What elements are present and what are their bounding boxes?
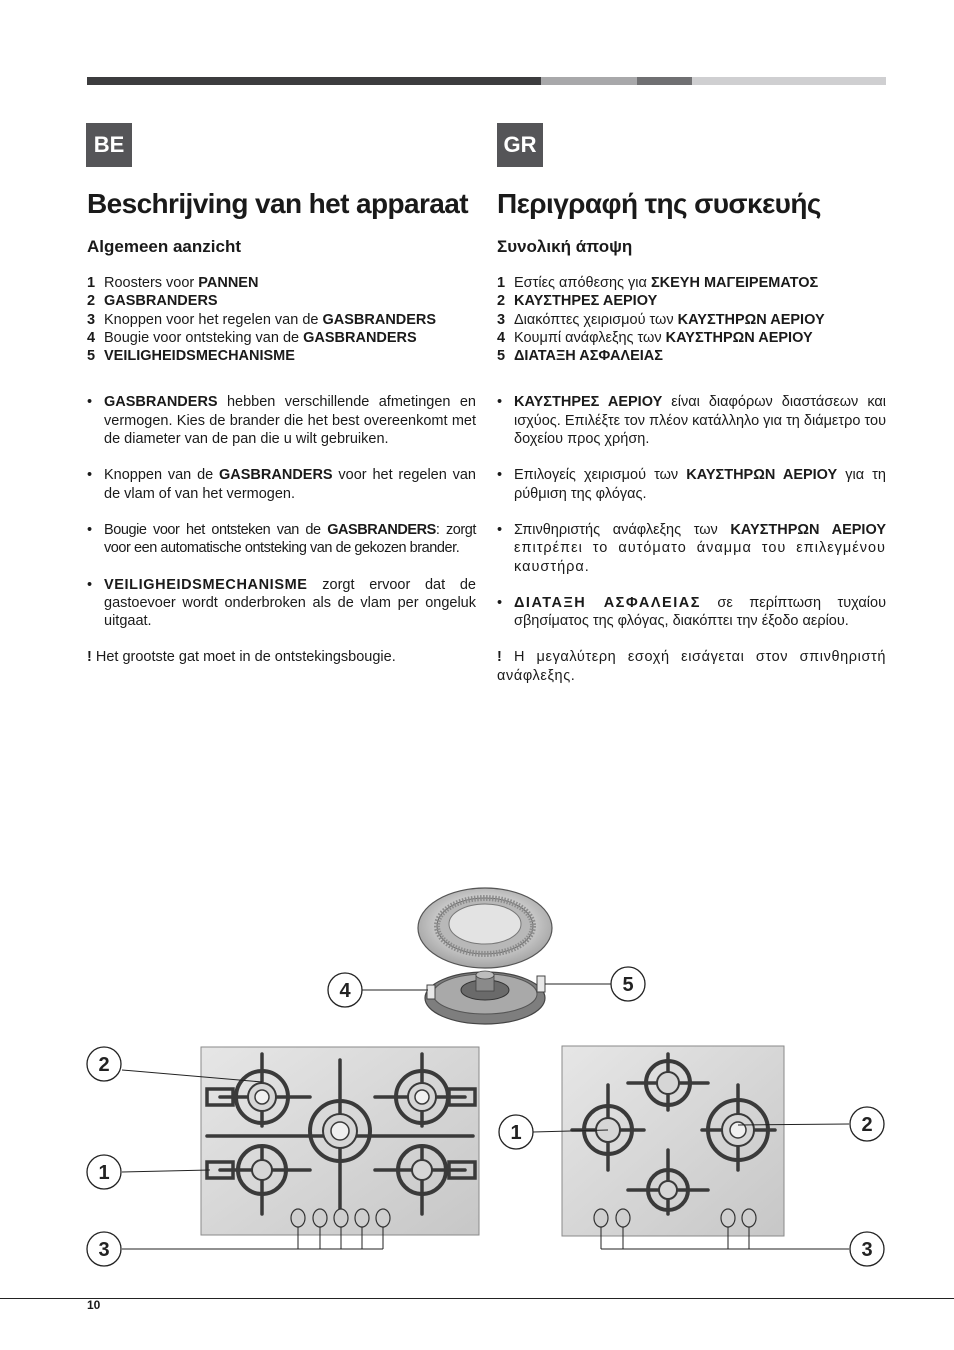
callout-1-left xyxy=(87,1155,121,1189)
hob-4-burner-image xyxy=(533,1046,849,1249)
svg-text:1: 1 xyxy=(510,1122,522,1144)
warning-mark: ! xyxy=(497,649,503,666)
bullet-item: • Bougie voor het ontsteken van de GASBRANDERS: zorgt voor een automatische ontsteking van de gekozen brander. xyxy=(87,521,476,558)
header-bar-accent xyxy=(637,77,692,85)
language-badge-be: BE xyxy=(86,123,132,167)
parts-list-item: 5 VEILIGHEIDSMECHANISME xyxy=(87,348,295,365)
parts-list-item: 3 Διακόπτες χειρισμού των ΚΑΥΣΤΗΡΩΝ ΑΕΡΙΟΥ xyxy=(497,311,825,328)
svg-text:5: 5 xyxy=(622,974,634,996)
callout-4 xyxy=(328,973,362,1007)
language-badge-gr: GR xyxy=(497,123,543,167)
section-title-gr: Συνολική άποψη xyxy=(497,237,633,256)
bullet-item: • Επιλογείς χειρισμού των ΚΑΥΣΤΗΡΩΝ ΑΕΡΙΟΥ για τη ρύθμιση της φλόγας. xyxy=(497,466,886,503)
parts-list-be xyxy=(87,274,476,365)
svg-text:3: 3 xyxy=(98,1239,110,1261)
svg-text:3: 3 xyxy=(861,1239,873,1261)
note-be: ! Het grootste gat moet in de ontstekingsbougie. xyxy=(87,649,396,666)
bullet-item: • Σπινθηριστής ανάφλεξης των ΚΑΥΣΤΗΡΩΝ ΑΕΡΙΟΥ επιτρέπει το αυτόματο άναμμα του επιλεγμένου καυστήρα. xyxy=(497,521,886,576)
page-number: 10 xyxy=(87,1298,101,1312)
bullet-item: • GASBRANDERS hebben verschillende afmetingen en vermogen. Kies de brander die het best overeenkomt met de diameter van de pan die u wilt gebruiken. xyxy=(87,393,476,448)
svg-text:2: 2 xyxy=(98,1054,110,1076)
warning-mark: ! xyxy=(87,649,92,666)
svg-text:1: 1 xyxy=(98,1162,110,1184)
bullet-item: • ΚΑΥΣΤΗΡΕΣ ΑΕΡΙΟΥ είναι διαφόρων διαστάσεων και ισχύος. Επιλέξτε τον πλέον κατάλληλο για τη διάμετρο του δοχείου προς χρήση. xyxy=(497,393,886,448)
hob-5-burner-image xyxy=(122,1047,479,1249)
parts-list-item: 1 Roosters voor PANNEN xyxy=(87,275,259,291)
parts-list-item: 2 GASBRANDERS xyxy=(87,293,218,310)
callout-2-right xyxy=(850,1107,884,1141)
parts-list-item: 4 Κουμπί ανάφλεξης των ΚΑΥΣΤΗΡΩΝ ΑΕΡΙΟΥ xyxy=(497,329,813,346)
footer-rule xyxy=(0,1298,954,1299)
parts-list-item: 1 Εστίες απόθεσης για ΣΚΕΥΗ ΜΑΓΕΙΡΕΜΑΤΟΣ xyxy=(497,275,819,291)
callout-2-left xyxy=(87,1047,121,1081)
callout-3-right xyxy=(850,1232,884,1266)
hob-illustration xyxy=(0,870,954,1270)
column-gr xyxy=(497,186,886,685)
parts-list-item: 5 ΔΙΑΤΑΞΗ ΑΣΦΑΛΕΙΑΣ xyxy=(497,348,663,365)
column-be xyxy=(87,186,476,667)
parts-list-item: 3 Knoppen voor het regelen van de GASBRANDERS xyxy=(87,311,437,328)
callout-1-right xyxy=(499,1115,533,1149)
bullet-item: • VEILIGHEIDSMECHANISME zorgt ervoor dat de gastoevoer wordt onderbroken als de vlam per ongeluk uitgaat. xyxy=(87,576,476,631)
svg-text:4: 4 xyxy=(339,980,351,1002)
bullet-item: • Knoppen van de GASBRANDERS voor het regelen van de vlam of van het vermogen. xyxy=(87,466,476,503)
page-title-be: Beschrijving van het apparaat xyxy=(87,188,468,219)
parts-list-item: 2 ΚΑΥΣΤΗΡΕΣ ΑΕΡΙΟΥ xyxy=(497,293,658,310)
burner-detail-image xyxy=(418,888,552,1024)
note-gr: ! Η μεγαλύτερη εσοχή εισάγεται στον σπινθηριστή ανάφλεξης. xyxy=(497,649,886,684)
header-bar-dark xyxy=(87,77,541,85)
section-title-be: Algemeen aanzicht xyxy=(87,237,241,256)
header-bar-light xyxy=(692,77,886,85)
bullet-list-gr xyxy=(497,393,886,630)
parts-list-item: 4 Bougie voor ontsteking van de GASBRANDERS xyxy=(87,329,417,346)
callout-3-left xyxy=(87,1232,121,1266)
svg-text:2: 2 xyxy=(861,1114,873,1136)
parts-list-gr xyxy=(497,274,886,365)
bullet-list-be xyxy=(87,393,476,630)
header-bar-mid xyxy=(541,77,637,85)
bullet-item: • ΔΙΑΤΑΞΗ ΑΣΦΑΛΕΙΑΣ σε περίπτωση τυχαίου σβησίματος της φλόγας, διακόπτει την έξοδο αερίου. xyxy=(497,594,886,631)
page-title-gr: Περιγραφή της συσκευής xyxy=(497,188,821,219)
callout-5 xyxy=(611,967,645,1001)
